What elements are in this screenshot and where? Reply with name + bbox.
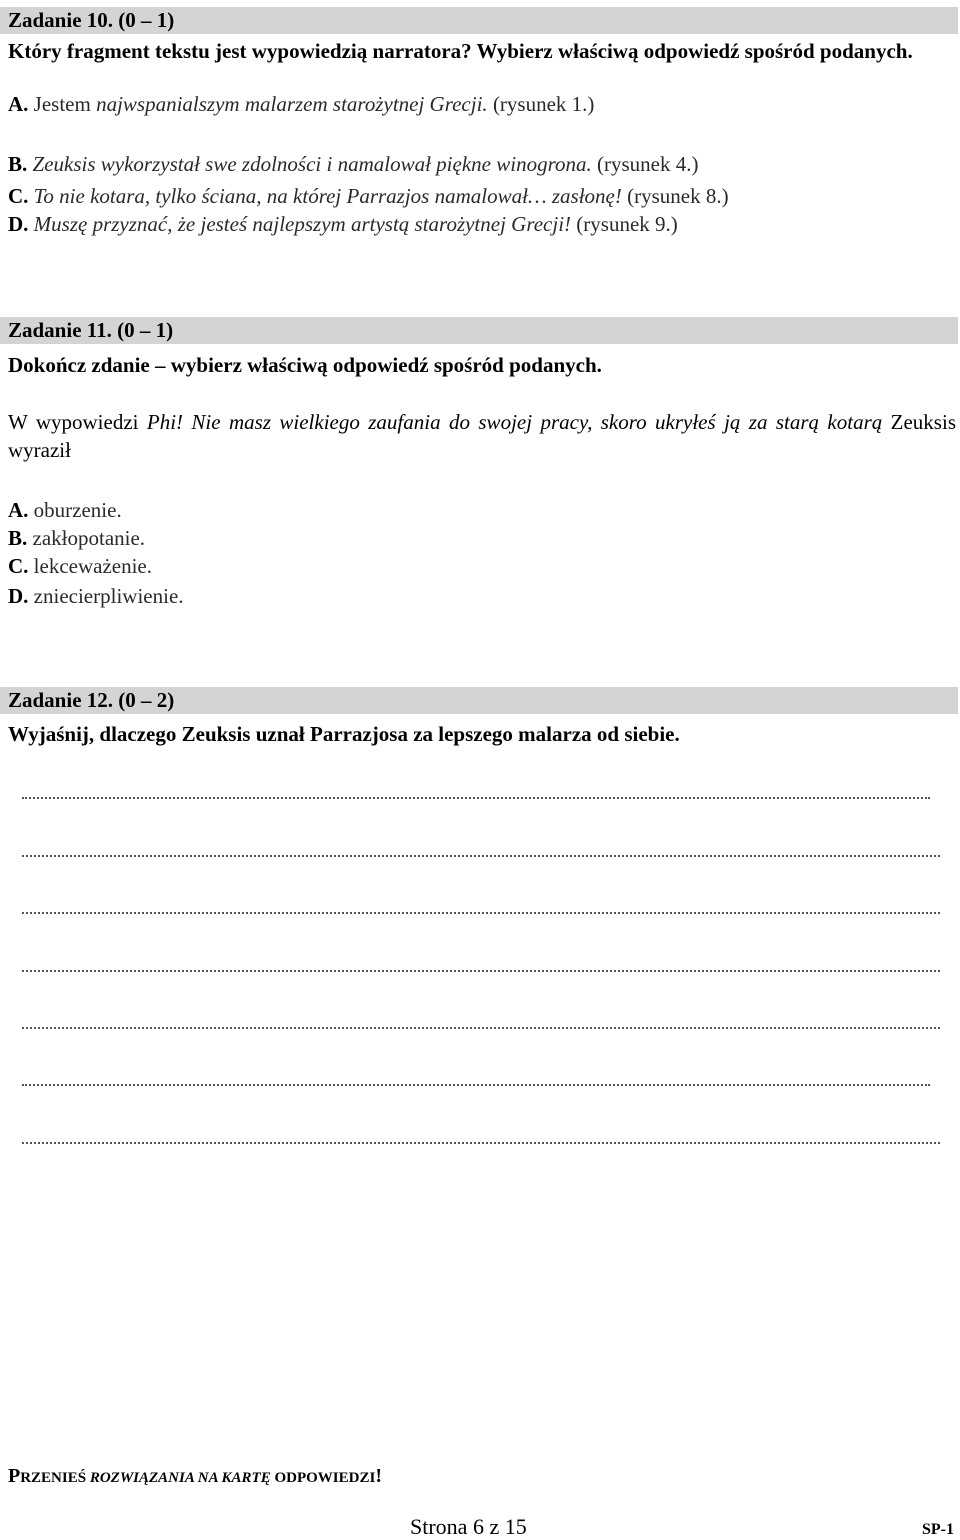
task-11-question: Dokończ zdanie – wybierz właściwą odpowiedź spośród podanych.	[8, 353, 602, 377]
option-ref: (rysunek 1.)	[487, 92, 595, 116]
option-letter: B.	[8, 152, 28, 176]
option-text-italic: Muszę przyznać, że jesteś najlepszym artystą starożytnej Grecji!	[33, 212, 572, 236]
task-11-option-b[interactable]	[8, 524, 145, 552]
note-italic-part: ROZWIĄZANIA NA KARTĘ	[89, 1470, 271, 1486]
option-ref: (rysunek 8.)	[621, 184, 729, 208]
answer-line-4[interactable]	[22, 970, 940, 972]
quote-italic: Phi! Nie masz wielkiego zaufania do swojej pracy, skoro ukryłeś ją za starą kotarą	[146, 410, 883, 434]
option-text-italic: To nie kotara, tylko ściana, na której Parrazjos namalował… zasłonę!	[33, 184, 622, 208]
task-10-option-b[interactable]	[8, 150, 698, 178]
task-11-option-d[interactable]	[8, 582, 184, 610]
quote-prefix: W wypowiedzi	[8, 410, 147, 434]
answer-line-2[interactable]	[22, 855, 940, 857]
task-10-question: Który fragment tekstu jest wypowiedzią narratora? Wybierz właściwą odpowiedź spośród podanych.	[8, 39, 913, 63]
option-letter: A.	[8, 92, 29, 116]
option-letter: C.	[8, 554, 29, 578]
task-11-option-c[interactable]	[8, 552, 152, 580]
option-text: zniecierpliwienie.	[33, 584, 184, 608]
answer-line-3[interactable]	[22, 912, 940, 914]
transfer-answers-note	[8, 1464, 382, 1490]
task-10-option-d[interactable]	[8, 210, 678, 238]
answer-line-1[interactable]	[22, 797, 930, 799]
answer-line-5[interactable]	[22, 1027, 940, 1029]
task-10-header: Zadanie 10. (0 – 1)	[0, 7, 958, 34]
note-exclamation: !	[375, 1465, 382, 1487]
option-letter: B.	[8, 526, 28, 550]
option-text: zakłopotanie.	[32, 526, 146, 550]
exam-code: SP-1	[922, 1521, 954, 1538]
option-letter: D.	[8, 212, 29, 236]
option-text: oburzenie.	[33, 498, 122, 522]
option-ref: (rysunek 4.)	[591, 152, 699, 176]
option-letter: C.	[8, 184, 29, 208]
note-part-end: ODPOWIEDZI	[270, 1470, 376, 1486]
task-11-header: Zadanie 11. (0 – 1)	[0, 317, 958, 344]
option-text-italic: najwspanialszym malarzem starożytnej Grecji.	[96, 92, 488, 116]
page-number: Strona 6 z 15	[410, 1514, 527, 1539]
note-part: RZENIEŚ	[20, 1470, 90, 1486]
option-text: lekceważenie.	[33, 554, 153, 578]
quote-suffix: Zeuksis wyraził	[8, 410, 956, 462]
option-letter: A.	[8, 498, 29, 522]
task-12-question: Wyjaśnij, dlaczego Zeuksis uznał Parrazjosa za lepszego malarza od siebie.	[8, 722, 680, 746]
option-letter: D.	[8, 584, 29, 608]
task-10-option-c[interactable]	[8, 182, 729, 210]
option-ref: (rysunek 9.)	[571, 212, 678, 236]
option-text: Jestem	[33, 92, 97, 116]
answer-line-6[interactable]	[22, 1084, 930, 1086]
task-10-option-a[interactable]	[8, 90, 594, 118]
task-12-header: Zadanie 12. (0 – 2)	[0, 687, 958, 714]
note-initial: P	[8, 1465, 21, 1487]
task-11-option-a[interactable]	[8, 496, 122, 524]
task-11-quote	[8, 408, 956, 464]
option-text-italic: Zeuksis wykorzystał swe zdolności i namalował piękne winogrona.	[32, 152, 592, 176]
answer-line-7[interactable]	[22, 1142, 940, 1144]
